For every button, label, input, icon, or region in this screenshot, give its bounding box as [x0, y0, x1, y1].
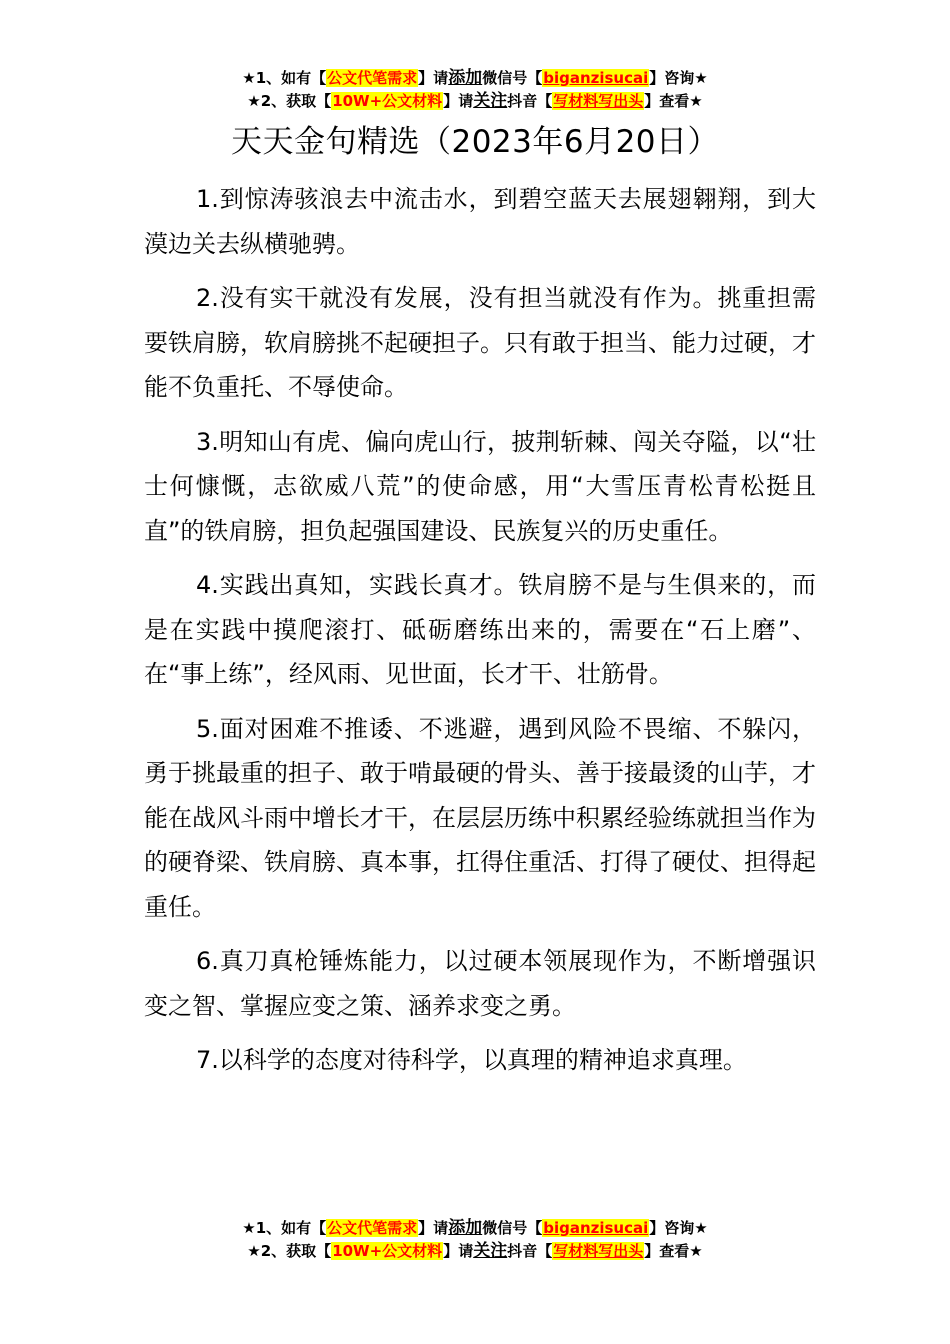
banner-text: 】请 [418, 69, 449, 87]
douyin-account-link[interactable]: 写材料写出头 [553, 92, 644, 110]
banner-text: 微信号【 [482, 69, 543, 87]
banner-emphasis: 关注 [473, 91, 508, 111]
banner-line-2 [0, 1240, 950, 1263]
douyin-account-link[interactable]: 写材料写出头 [553, 1242, 644, 1260]
page-title: 天天金句精选（2023年6月20日） [230, 124, 720, 160]
banner-line-1 [0, 67, 950, 90]
banner-text: ★1、如有【 [242, 1219, 327, 1237]
banner-text: 】请 [418, 1219, 449, 1237]
quote-paragraph-2: 2.没有实干就没有发展，没有担当就没有作为。挑重担需要铁肩膀，软肩膀挑不起硬担子。只有敢于担当、能力过硬，才能不负重托、不辱使命。 [144, 284, 816, 401]
banner-text: 】请 [443, 1242, 474, 1260]
quote-paragraph-3: 3.明知山有虎、偏向虎山行，披荆斩棘、闯关夺隘，以“壮士何慷慨，志欲威八荒”的使命感，用“大雪压青松青松挺且直”的铁肩膀，担负起强国建设、民族复兴的历史重任。 [144, 427, 816, 545]
banner-emphasis: 关注 [473, 1241, 508, 1261]
quote-paragraph-5: 5.面对困难不推诿、不逃避，遇到风险不畏缩、不躲闪，勇于挑最重的担子、敢于啃最硬的骨头、善于接最烫的山芋，才能在战风斗雨中增长才干，在层层历练中积累经验练就担当作为的硬脊梁、铁肩膀、真本事，扛得住重活、打得了硬仗、担得起重任。 [144, 714, 816, 921]
banner-text: ★1、如有【 [242, 69, 327, 87]
banner-emphasis: 添加 [448, 68, 483, 88]
quote-paragraph-1: 1.到惊涛骇浪去中流击水，到碧空蓝天去展翅翱翔，到大漠边关去纵横驰骋。 [144, 185, 816, 258]
quote-paragraph-7: 7.以科学的态度对待科学，以真理的精神追求真理。 [196, 1046, 747, 1074]
document-body [144, 177, 816, 1093]
materials-highlight: 10W+公文材料 [332, 1242, 443, 1260]
banner-text: 】查看★ [644, 92, 703, 110]
wechat-id-link[interactable]: biganzisucai [543, 1219, 649, 1237]
quote-paragraph-4: 4.实践出真知，实践长真才。铁肩膀不是与生俱来的，而是在实践中摸爬滚打、砥砺磨练出来的，需要在“石上磨”、在“事上练”，经风雨、见世面，长才干、壮筋骨。 [144, 571, 816, 688]
service-highlight: 公文代笔需求 [327, 1219, 418, 1237]
banner-text: 】咨询★ [649, 69, 708, 87]
footer-banner [0, 1217, 950, 1263]
banner-text: 】请 [443, 92, 474, 110]
banner-emphasis: 添加 [448, 1218, 483, 1238]
banner-text: 】查看★ [644, 1242, 703, 1260]
banner-text: 微信号【 [482, 1219, 543, 1237]
materials-highlight: 10W+公文材料 [332, 92, 443, 110]
banner-text: 抖音【 [507, 92, 553, 110]
quote-paragraph-6: 6.真刀真枪锤炼能力，以过硬本领展现作为，不断增强识变之智、掌握应变之策、涵养求变之勇。 [144, 947, 816, 1020]
banner-line-1 [0, 1217, 950, 1240]
service-highlight: 公文代笔需求 [327, 69, 418, 87]
header-banner [0, 67, 950, 113]
banner-line-2 [0, 90, 950, 113]
banner-text: 】咨询★ [649, 1219, 708, 1237]
banner-text: ★2、获取【 [247, 92, 332, 110]
banner-text: 抖音【 [507, 1242, 553, 1260]
wechat-id-link[interactable]: biganzisucai [543, 69, 649, 87]
banner-text: ★2、获取【 [247, 1242, 332, 1260]
